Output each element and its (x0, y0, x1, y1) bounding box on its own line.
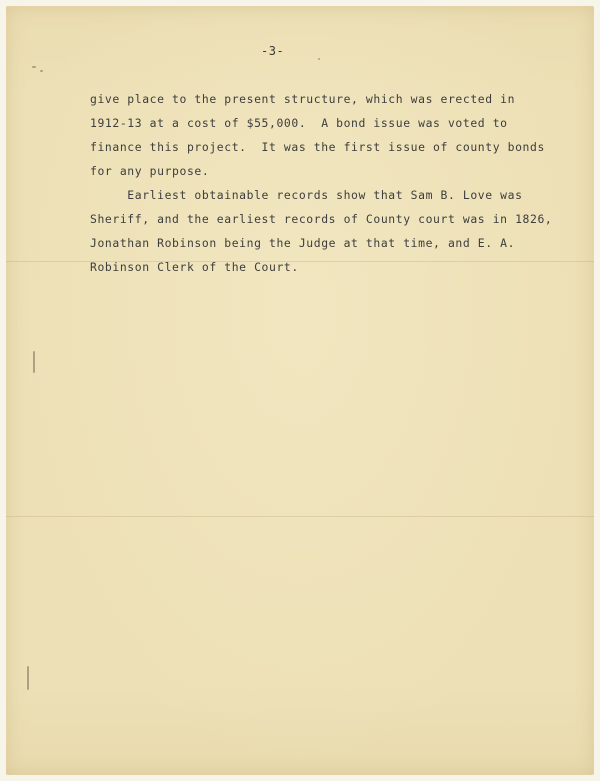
text-line: 1912-13 at a cost of $55,000. A bond issue was voted to (90, 116, 508, 130)
text-line: for any purpose. (90, 164, 210, 178)
paper-speck (27, 666, 29, 690)
text-line: give place to the present structure, which was erected in (90, 92, 516, 106)
text-line: Robinson Clerk of the Court. (90, 260, 299, 274)
paper-fold-line (6, 516, 594, 517)
text-line: Earliest obtainable records show that Sam B. Love was (90, 188, 523, 202)
paper-speck (40, 70, 43, 72)
page-number: -3- (261, 44, 285, 58)
paper-speck (32, 66, 36, 68)
text-line: Sheriff, and the earliest records of County court was in 1826, (90, 212, 553, 226)
paper-speck (318, 58, 320, 60)
document-page (6, 6, 594, 775)
text-line: finance this project. It was the first issue of county bonds (90, 140, 545, 154)
paper-speck (33, 351, 35, 373)
text-line: Jonathan Robinson being the Judge at that time, and E. A. (90, 236, 516, 250)
